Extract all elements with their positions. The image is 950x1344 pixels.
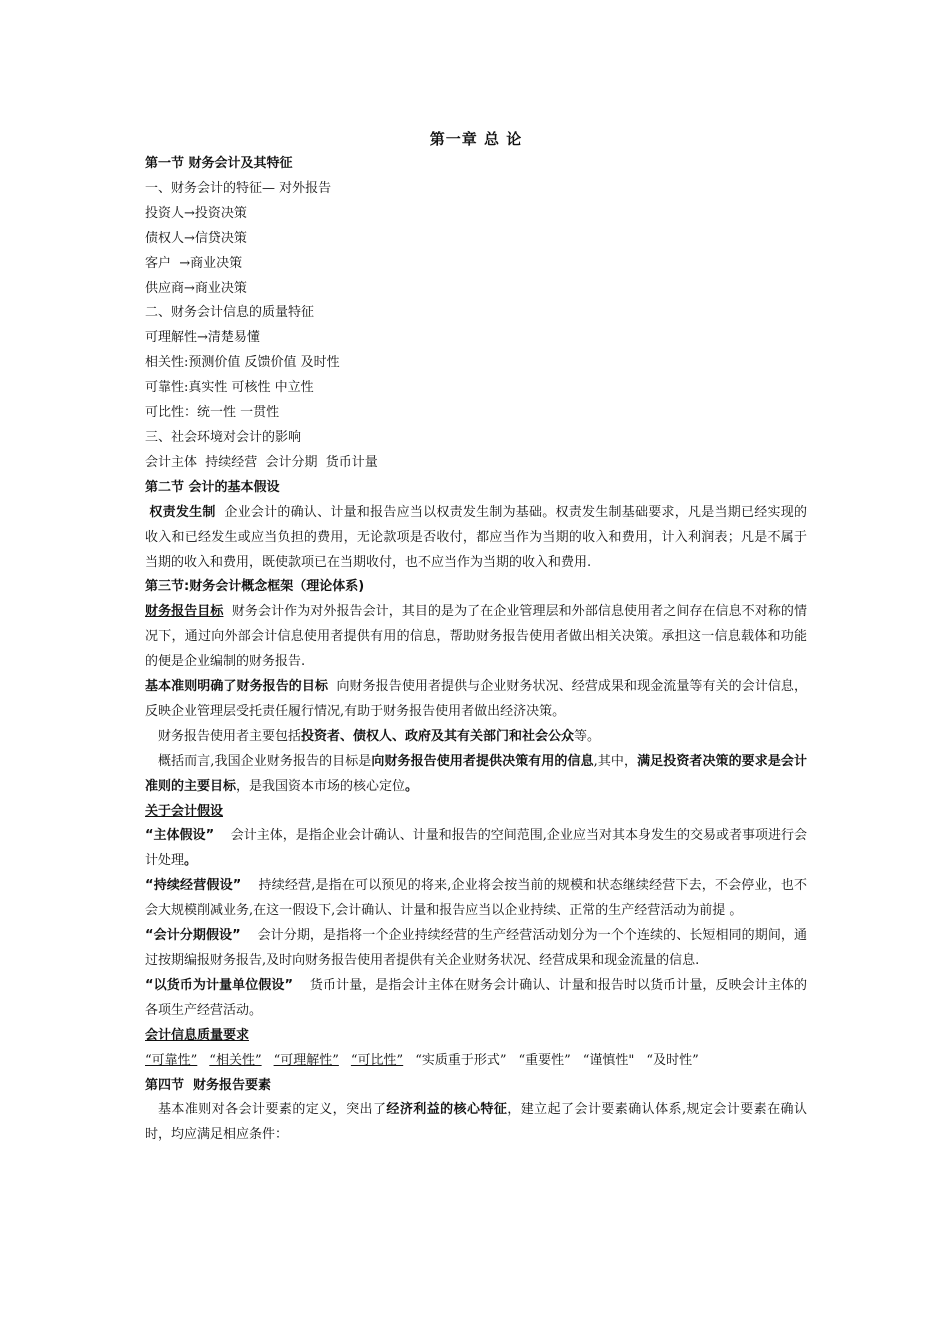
summary-paragraph: [145, 750, 807, 800]
elements-text-c: ，建立起了会计要素确认体系,规定会计要素在确认时，均应满足相应条件：: [145, 1102, 807, 1143]
assumption-entity: [145, 824, 807, 874]
summary-bold-d: 满足投资者决策的要求是会计准则的主要目标: [145, 753, 807, 794]
accrual-term: 权责发生制: [149, 504, 216, 520]
chapter-title: 第一章 总 论: [429, 130, 523, 148]
quality-heading: 会计信息质量要求: [145, 1027, 250, 1043]
text-line: 供应商→商业决策: [145, 280, 247, 296]
text-line: 会计主体 持续经营 会计分期 货币计量: [145, 454, 378, 470]
assumption-period: [145, 924, 807, 974]
elements-paragraph: [145, 1098, 807, 1148]
basic-standard-paragraph: [145, 675, 807, 725]
quality-item: “重要性”: [518, 1052, 571, 1068]
quality-item: “可靠性”: [145, 1052, 198, 1068]
report-users-paragraph: [145, 725, 807, 750]
text-line: 三、社会环境对会计的影响: [145, 429, 302, 445]
report-objective-text: 财务会计作为对外报告会计，其目的是为了在企业管理层和外部信息使用者之间存在信息不对称的情况下，通过向外部会计信息使用者提供有用的信息，帮助财务报告使用者做出相关决策。承担这一信息载体和功能的便是企业编制的财务报告.: [145, 604, 807, 670]
text-line: 客户 →商业决策: [145, 255, 243, 271]
assumption-period-term: “会计分期假设”: [145, 928, 241, 944]
text-line: 相关性:预测价值 反馈价值 及时性: [145, 355, 340, 371]
assumption-period-text: 会计分期，是指将一个企业持续经营的生产经营活动划分为一个个连续的、长短相同的期间，通过按期编报财务报告,及时向财务报告使用者提供有关企业财务状况、经营成果和现金流量的信息.: [145, 928, 808, 968]
assumption-currency: [145, 974, 807, 1024]
basic-standard-text: 向财务报告使用者提供与企业财务状况、经营成果和现金流量等有关的会计信息，反映企业管理层受托责任履行情况,有助于财务报告使用者做出经济决策。: [145, 679, 807, 719]
report-users-end: 等。: [574, 728, 601, 744]
assumption-entity-end: 。: [184, 853, 198, 869]
quality-item: “实质重于形式”: [415, 1052, 507, 1068]
report-users-bold: 投资者、债权人、政府及其有关部门和社会公众: [301, 728, 575, 744]
text-line: 投资人→投资决策: [145, 205, 247, 221]
section-3-heading: 第三节:财务会计概念框架（理论体系): [145, 579, 365, 595]
report-users-text: 财务报告使用者主要包括: [158, 728, 302, 744]
assumption-going-concern-text: 持续经营,是指在可以预见的将来,企业将会按当前的规模和状态继续经营下去，不会停业，也不会大规模削减业务,在这一假设下,会计确认、计量和报告应当以企业持续、正常的生产经营活动为前提 。: [145, 878, 807, 919]
assumptions-heading: 关于会计假设: [145, 803, 224, 819]
assumption-currency-text: 货币计量，是指会计主体在财务会计确认、计量和报告时以货币计量，反映会计主体的各项生产经营活动。: [145, 977, 807, 1018]
assumption-currency-term: “以货币为计量单位假设”: [145, 977, 294, 993]
report-objective-paragraph: [145, 600, 807, 675]
text-line: 债权人→信贷决策: [145, 230, 247, 246]
quality-item: “相关性”: [209, 1052, 262, 1068]
report-objective-term: 财务报告目标: [145, 604, 224, 620]
elements-bold: 经济利益的核心特征: [386, 1102, 508, 1118]
accrual-paragraph: [145, 501, 807, 576]
summary-bold-b: 向财务报告使用者提供决策有用的信息: [371, 753, 594, 769]
section-2-heading: 第二节 会计的基本假设: [145, 479, 280, 495]
quality-item: “可理解性”: [273, 1052, 339, 1068]
assumption-entity-term: “主体假设”: [145, 828, 215, 844]
text-line: 可理解性→清楚易懂: [145, 330, 260, 346]
text-line: 二、财务会计信息的质量特征: [145, 305, 315, 321]
section-1-heading: 第一节 财务会计及其特征: [145, 156, 293, 171]
section-4-heading: 第四节 财务报告要素: [145, 1077, 272, 1093]
summary-text-e: ，是我国资本市场的核心定位: [236, 778, 406, 794]
quality-item: “及时性”: [646, 1052, 699, 1068]
summary-end: 。: [405, 778, 419, 794]
quality-item: “谨慎性": [582, 1052, 635, 1068]
summary-text-a: 概括而言,我国企业财务报告的目标是: [158, 753, 372, 769]
quality-list: [145, 1049, 807, 1074]
basic-standard-term: 基本准则明确了财务报告的目标: [145, 679, 329, 695]
document-page: [145, 126, 807, 1148]
assumption-going-concern-term: “持续经营假设”: [145, 878, 242, 894]
text-line: 一、财务会计的特征— 对外报告: [145, 180, 332, 196]
quality-item: “可比性”: [350, 1052, 404, 1068]
accrual-text: 企业会计的确认、计量和报告应当以权责发生制为基础。权责发生制基础要求，凡是当期已经实现的收入和已经发生或应当负担的费用，无论款项是否收付，都应当作为当期的收入和费用，计入利润表；凡是不属于当期的收入和费用，既使款项已在当期收付，也不应当作为当期的收入和费用.: [145, 504, 807, 570]
assumption-going-concern: [145, 874, 807, 924]
summary-text-c: ,其中，: [593, 753, 638, 769]
assumption-entity-text: 会计主体，是指企业会计确认、计量和报告的空间范围,企业应当对其本身发生的交易或者事项进行会计处理: [145, 828, 808, 869]
text-line: 可比性：统一性 一贯性: [145, 405, 280, 421]
elements-text-a: 基本准则对各会计要素的定义，突出了: [158, 1102, 387, 1118]
text-line: 可靠性:真实性 可核性 中立性: [145, 380, 314, 396]
